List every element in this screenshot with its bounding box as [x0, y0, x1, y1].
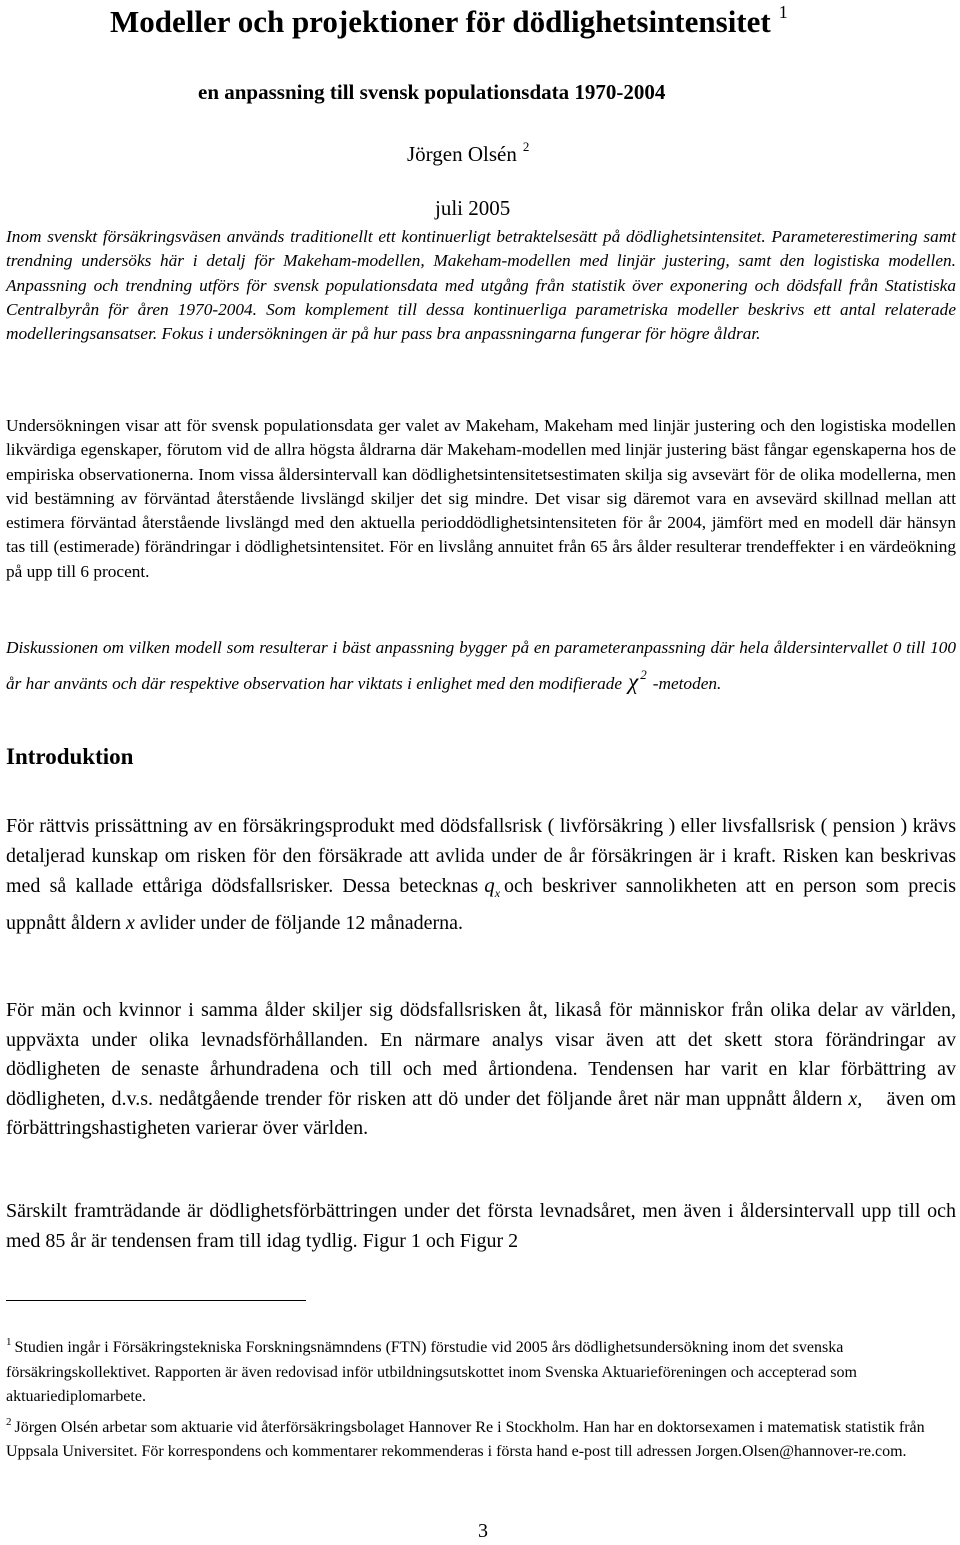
- title-footnote-marker: 1: [778, 2, 788, 22]
- q-subscript: x: [494, 886, 501, 901]
- author-line: [407, 139, 529, 167]
- author-name: Jörgen Olsén: [407, 142, 517, 166]
- footnote-1-marker: 1: [6, 1336, 12, 1348]
- paper-title: [110, 2, 788, 40]
- abstract-p3-text: Diskussionen om vilken modell som resulterar i bäst anpassning bygger på en parameteranpassning där hela åldersintervallet 0 till 100 år har använts och där respektive observation har viktats i enlighet med den modifierade: [6, 638, 956, 693]
- footnote-2: [6, 1410, 956, 1465]
- x-variable: x: [125, 911, 135, 934]
- footnote-1: [6, 1330, 956, 1410]
- chi-superscript: 2: [640, 667, 647, 682]
- author-footnote-marker: 2: [522, 139, 530, 154]
- intro-paragraph-1: [6, 812, 956, 938]
- footnote-1-text: Studien ingår i Försäkringstekniska Forskningsnämndens (FTN) förstudie vid 2005 års dödlighetsundersökning inom det svenska försäkringskollektivet. Rapporten är även redovisad inför utbildningsutskottet inom Svenska Aktuarieföreningen och accepterad som aktuariediplomarbete.: [6, 1339, 857, 1405]
- abstract-paragraph-2: Undersökningen visar att för svensk populationsdata ger valet av Makeham, Makeham med linjär justering och den logistiska modellen likvärdiga egenskaper, förutom vid de allra högsta åldrarna där Makeham-modellen med linjär justering bäst fångar egenskaperna hos de empiriska observationerna. Inom vissa åldersintervall kan dödlighetsintensitetsestimaten skilja sig avsevärt för de olika modellerna, men vid bestämning av förväntad återstående livslängd skiljer det sig mindre. Det visar sig däremot vara en avsevärd skillnad mellan att estimera förväntad återstående livslängd med den aktuella perioddödlighetsintensiteten för år 2004, jämfört med en modell där hänsyn tas till (estimerade) förändringar i dödlighetsintensitet. För en livslång annuitet från 65 års ålder resulterar trendeffekter i en värdeökning på upp till 6 procent.: [6, 416, 956, 581]
- q-letter: q: [484, 873, 495, 897]
- abstract-p3-end: -metoden.: [652, 674, 722, 693]
- intro-paragraph-2: [6, 996, 956, 1144]
- footnote-2-marker: 2: [6, 1415, 12, 1428]
- intro-p1-text-a: För rättvis prissättning av en försäkringsprodukt med dödsfallsrisk ( livförsäkring ) eller livsfallsrisk ( pension ) krävs detaljerad kunskap om risken för den försäkrade att avlida under de år försäkringen är i kraft. Risken kan beskrivas med så kallade ettåriga dödsfallsrisker. Dessa betecknas: [6, 815, 956, 897]
- footnotes: [6, 1330, 956, 1465]
- intro-p1-text-b: och beskriver sannolikheten att en person som precis uppnått åldern: [6, 875, 957, 934]
- qx-symbol: [484, 873, 501, 901]
- abstract-paragraph-1: Inom svenskt försäkringsväsen används traditionellt ett kontinuerligt betraktelsesätt på dödlighetsintensitet. Parameterestimering samt trendning undersöks här i detalj för Makeham-modellen, Makeham-modellen med linjär justering, samt den logistiska modellen. Anpassning och trendning utförs för svensk populationsdata med utgång från statistik över exponering och dödsfall från Statistiska Centralbyrån för åren 1970-2004. Som komplement till dessa kontinuerliga parametriska modeller beskrivs ett antal relaterade modelleringsansatser. Fokus i undersökningen är på hur pass bra anpassningarna fungerar för högre åldrar.: [6, 227, 956, 344]
- footnote-separator: [6, 1300, 306, 1301]
- intro-p1-text-c: avlider under de följande 12 månaderna.: [139, 911, 464, 934]
- section-heading-introduction: Introduktion: [6, 744, 134, 769]
- abstract-paragraph-3: [6, 634, 956, 697]
- x-variable-2: x,: [848, 1087, 863, 1110]
- footnote-2-text: Jörgen Olsén arbetar som aktuarie vid återförsäkringsbolaget Hannover Re i Stockholm. Han har en doktorsexamen i matematisk statistik från Uppsala Universitet. För korrespondens och kommentarer rekommenderas i första hand e-post till adressen Jorgen.Olsen@hannover-re.com.: [6, 1418, 925, 1460]
- intro-p2-text-a: För män och kvinnor i samma ålder skiljer sig dödsfallsrisken åt, likaså för människor från olika delar av världen, uppväxta under olika levnadsförhållanden. En närmare analys visar även att det skett stora förändringar av dödligheten de senaste århundradena och till och med årtiondena. Tendensen har varit en klar förbättring av dödligheten, d.v.s. nedåtgående trender för risken att dö under det följande året när man uppnått åldern: [6, 999, 956, 1110]
- publication-date: juli 2005: [435, 196, 511, 220]
- page-number: 3: [478, 1520, 488, 1542]
- chi-symbol: χ: [628, 669, 639, 694]
- intro-p2-text-b: även om förbättringshastigheten varierar över världen.: [6, 1087, 957, 1139]
- paper-subtitle: en anpassning till svensk populationsdata 1970-2004: [198, 80, 666, 104]
- title-text: Modeller och projektioner för dödlighetsintensitet: [110, 4, 771, 39]
- intro-paragraph-3: Särskilt framträdande är dödlighetsförbättringen under det första levnadsåret, men även i åldersintervall upp till och med 85 år är tendensen fram till idag tydlig. Figur 1 och Figur 2: [6, 1200, 956, 1252]
